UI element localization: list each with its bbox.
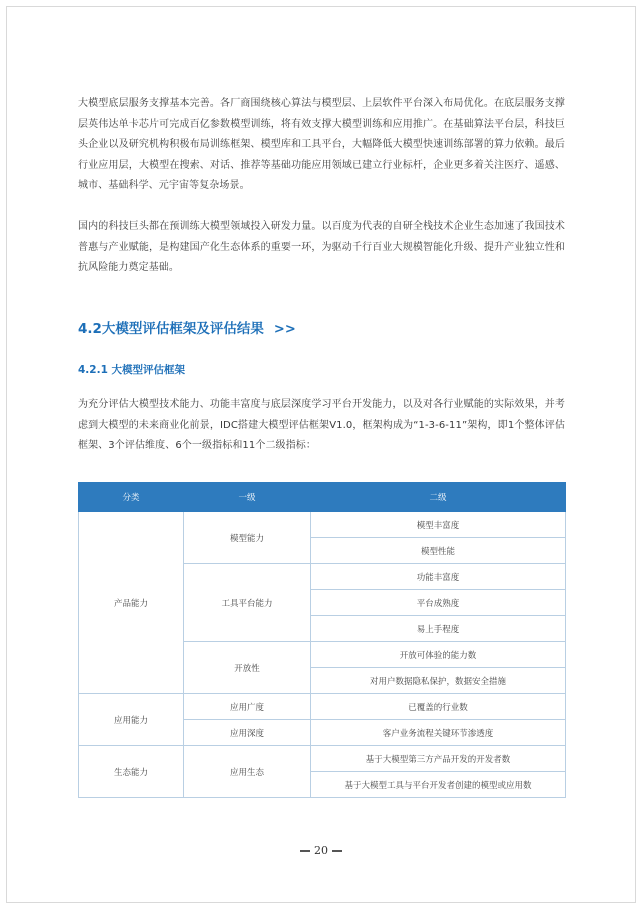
body-paragraph: 大模型底层服务支撑基本完善。各厂商围绕核心算法与模型层、上层软件平台深入布局优化。在底层服务支撑层英伟达单卡芯片可完成百亿参数模型训练，将有效支撑大模型训练和应用推广。在基础算法平台层，科技巨头企业以及研究机构积极布局训练框架、模型库和工具平台，大幅降低大模型快速训练部署的算力依赖。最后行业应用层，大模型在搜索、对话、推荐等基础功能应用领域已建立行业标杆，企业更多着关注医疗、遥感、城市、基础科学、元宇宙等复杂场景。	[78, 98, 565, 191]
category-cell: 产品能力	[79, 512, 184, 694]
header-cell: 一级	[184, 483, 311, 512]
table-row	[79, 746, 566, 772]
category-cell: 生态能力	[79, 746, 184, 798]
body-paragraph: 为充分评估大模型技术能力、功能丰富度与底层深度学习平台开发能力，以及对各行业赋能的实际效果，并考虑到大模型的未来商业化前景，IDC搭建大模型评估框架V1.0，框架构成为“1-3-6-11”架构，即1个整体评估框架、3个评估维度、6个一级指标和11个二级指标：	[78, 399, 565, 451]
category-cell: 应用能力	[79, 694, 184, 746]
header-cell: 分类	[79, 483, 184, 512]
level1-cell: 开放性	[184, 642, 311, 694]
level1-cell: 应用广度	[184, 694, 311, 720]
page-footer	[0, 844, 642, 857]
subsection-heading: 4.2.1 大模型评估框架	[78, 364, 186, 376]
level2-cell: 基于大模型第三方产品开发的开发者数	[311, 746, 566, 772]
table-header-row	[79, 483, 566, 512]
level1-cell: 应用生态	[184, 746, 311, 798]
header-cell: 二级	[311, 483, 566, 512]
section-heading	[78, 317, 296, 337]
level1-cell: 模型能力	[184, 512, 311, 564]
table-row	[79, 694, 566, 720]
level2-cell: 已覆盖的行业数	[311, 694, 566, 720]
page-number: 20	[314, 844, 328, 857]
level1-cell: 应用深度	[184, 720, 311, 746]
section-title: 4.2大模型评估框架及评估结果	[78, 321, 264, 337]
level2-cell: 客户业务流程关键环节渗透度	[311, 720, 566, 746]
table-row	[79, 512, 566, 538]
level2-cell: 功能丰富度	[311, 564, 566, 590]
level2-cell: 模型性能	[311, 538, 566, 564]
footer-dash	[332, 850, 342, 852]
level2-cell: 易上手程度	[311, 616, 566, 642]
level2-cell: 开放可体验的能力数	[311, 642, 566, 668]
level2-cell: 基于大模型工具与平台开发者创建的模型或应用数	[311, 772, 566, 798]
body-paragraph: 国内的科技巨头都在预训练大模型领域投入研发力量。以百度为代表的自研全栈技术企业生态加速了我国技术普惠与产业赋能，是构建国产化生态体系的重要一环，为驱动千行百业大规模智能化升级、提升产业独立性和抗风险能力奠定基础。	[78, 221, 565, 273]
evaluation-framework-table	[78, 482, 566, 798]
level1-cell: 工具平台能力	[184, 564, 311, 642]
level2-cell: 平台成熟度	[311, 590, 566, 616]
footer-dash	[300, 850, 310, 852]
double-chevron-icon: >>	[273, 322, 296, 337]
level2-cell: 模型丰富度	[311, 512, 566, 538]
level2-cell: 对用户数据隐私保护，数据安全措施	[311, 668, 566, 694]
